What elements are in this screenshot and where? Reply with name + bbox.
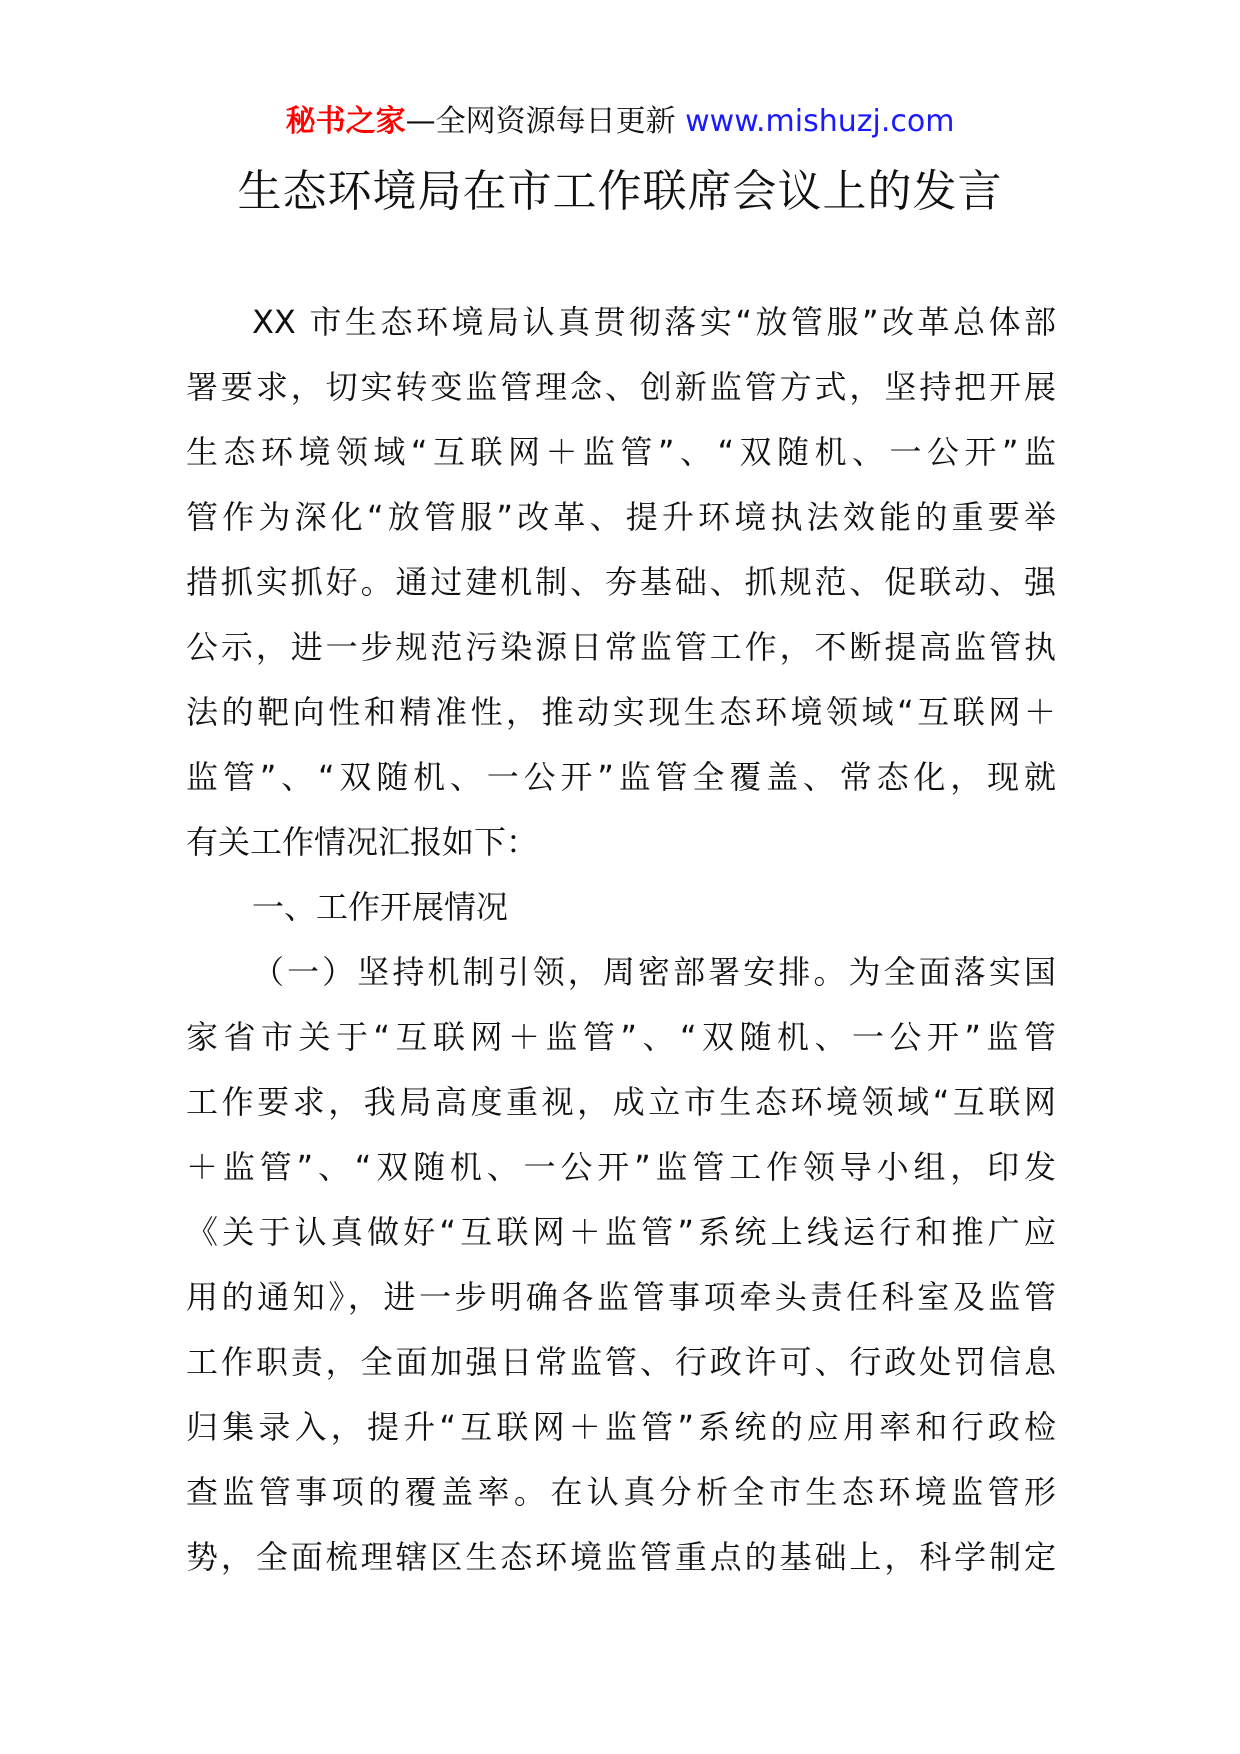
site-name: 秘书之家 xyxy=(285,104,406,139)
text-line: 管作为深化“放管服”改革、提升环境执法效能的重要举 xyxy=(186,498,1056,536)
text-line: 查监管事项的覆盖率。在认真分析全市生态环境监管形 xyxy=(186,1473,1056,1511)
text-line: 工作要求，我局高度重视，成立市生态环境领域“互联网 xyxy=(186,1083,1056,1121)
site-header xyxy=(0,100,1240,144)
site-url-link[interactable]: www.mishuzj.com xyxy=(685,104,955,139)
text-line: 工作职责，全面加强日常监管、行政许可、行政处罚信息 xyxy=(186,1343,1056,1381)
text-line: 势，全面梳理辖区生态环境监管重点的基础上，科学制定 xyxy=(186,1538,1056,1576)
text-line: 《关于认真做好“互联网＋监管”系统上线运行和推广应 xyxy=(186,1213,1056,1251)
text-line: ＋监管”、“双随机、一公开”监管工作领导小组，印发 xyxy=(186,1148,1056,1186)
section-heading: 一、工作开展情况 xyxy=(252,888,509,926)
text-line: 法的靶向性和精准性，推动实现生态环境领域“互联网＋ xyxy=(186,693,1056,731)
text-line: 署要求，切实转变监管理念、创新监管方式，坚持把开展 xyxy=(186,368,1056,406)
text-line: 监管”、“双随机、一公开”监管全覆盖、常态化，现就 xyxy=(186,758,1056,796)
text-line: XX 市生态环境局认真贯彻落实“放管服”改革总体部 xyxy=(252,303,1056,341)
site-tagline: —全网资源每日更新 xyxy=(405,104,686,139)
text-line: 措抓实抓好。通过建机制、夯基础、抓规范、促联动、强 xyxy=(186,563,1056,601)
text-line: 用的通知》，进一步明确各监管事项牵头责任科室及监管 xyxy=(186,1278,1056,1316)
text-line: 家省市关于“互联网＋监管”、“双随机、一公开”监管 xyxy=(186,1018,1056,1056)
document-body xyxy=(186,290,1056,1590)
text-line: 有关工作情况汇报如下： xyxy=(186,823,539,861)
text-line: 公示，进一步规范污染源日常监管工作，不断提高监管执 xyxy=(186,628,1056,666)
text-line: （一）坚持机制引领，周密部署安排。为全面落实国 xyxy=(252,953,1056,991)
text-line: 归集录入，提升“互联网＋监管”系统的应用率和行政检 xyxy=(186,1408,1056,1446)
document-title: 生态环境局在市工作联席会议上的发言 xyxy=(237,166,1003,217)
text-line: 生态环境领域“互联网＋监管”、“双随机、一公开”监 xyxy=(186,433,1056,471)
